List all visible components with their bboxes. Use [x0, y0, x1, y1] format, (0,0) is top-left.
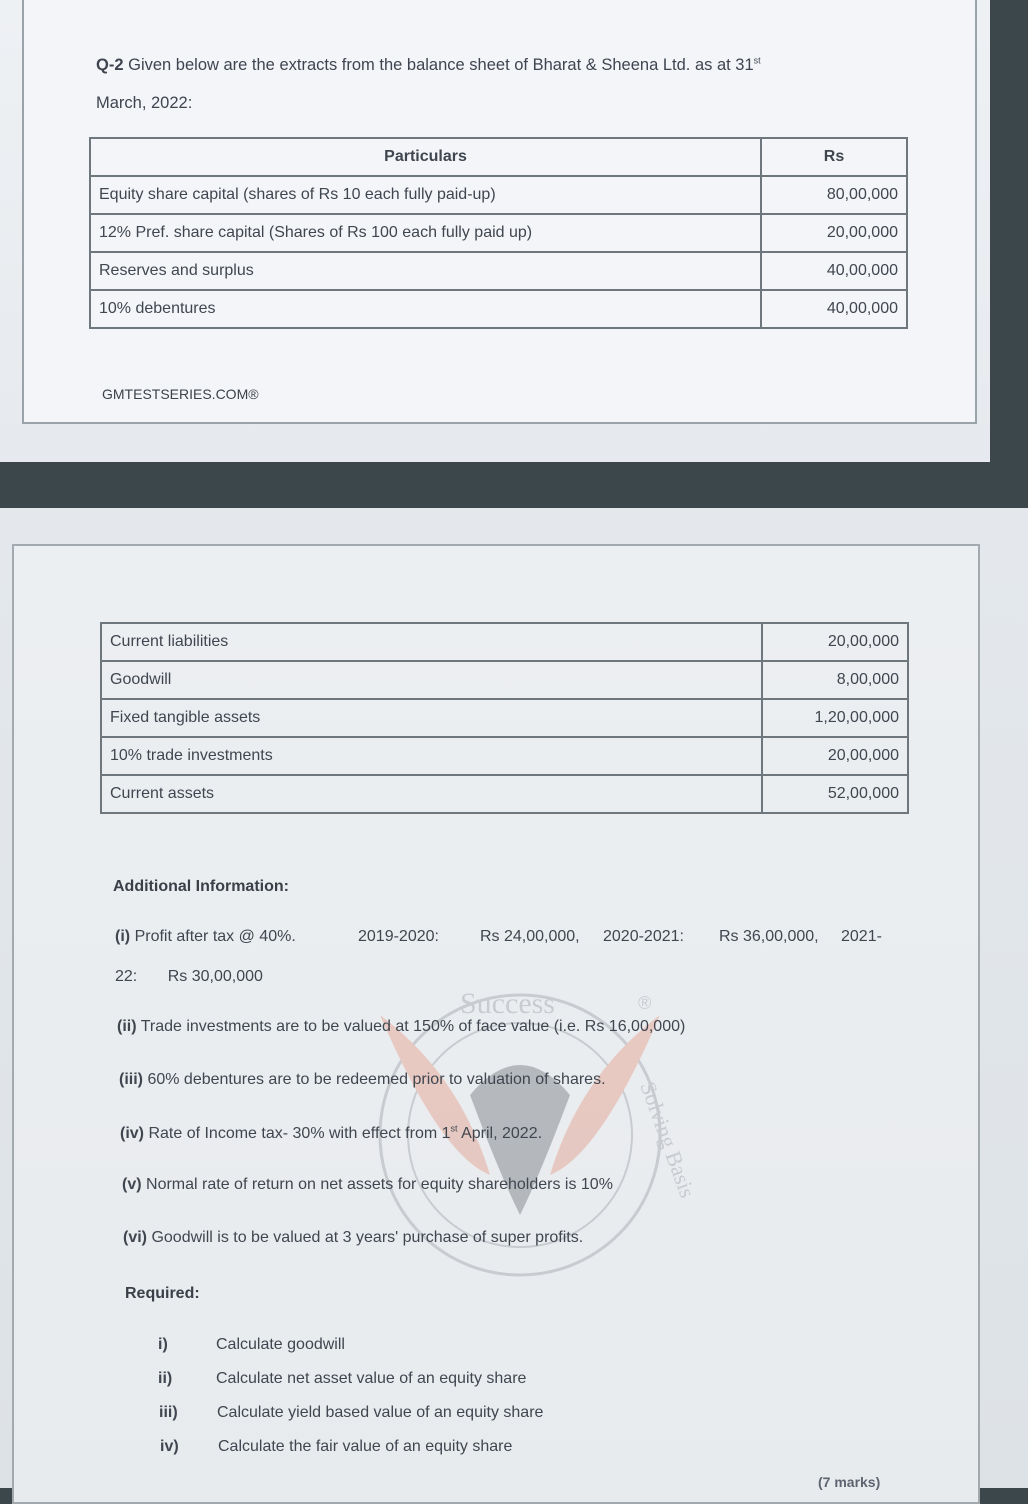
info-i-year-2: 2020-2021: [603, 928, 684, 945]
info-vi-number: (vi) [123, 1229, 147, 1246]
row-label: 10% trade investments [101, 737, 762, 775]
marks-label: (7 marks) [818, 1474, 881, 1490]
row-amount: 40,00,000 [761, 252, 907, 290]
row-label: 12% Pref. share capital (Shares of Rs 100 each fully paid up) [90, 214, 761, 252]
table-row [90, 252, 907, 290]
balance-sheet-table-liabilities [89, 137, 908, 329]
required-title: Required: [125, 1285, 200, 1302]
table-row [101, 661, 908, 699]
row-amount: 20,00,000 [762, 623, 908, 661]
info-iv-text-after: April, 2022. [461, 1125, 543, 1142]
question-number: Q-2 [96, 56, 124, 74]
question-date: March, 2022: [96, 94, 193, 112]
info-i-year-3b: 22: [115, 968, 138, 985]
table-row [90, 214, 907, 252]
info-i-value-2: Rs 36,00,000, [719, 928, 819, 945]
required-item-text: Calculate net asset value of an equity share [216, 1370, 527, 1387]
required-item [158, 1336, 345, 1354]
info-v-number: (v) [122, 1176, 142, 1193]
required-item-text: Calculate goodwill [216, 1336, 345, 1353]
required-item-text: Calculate the fair value of an equity share [218, 1438, 513, 1455]
table-row [101, 623, 908, 661]
row-amount: 1,20,00,000 [762, 699, 908, 737]
info-iii-number: (iii) [119, 1071, 143, 1088]
row-label: Reserves and surplus [90, 252, 761, 290]
info-vi-text: Goodwill is to be valued at 3 years' purchase of super profits. [151, 1229, 584, 1246]
row-amount: 8,00,000 [762, 661, 908, 699]
required-item [159, 1404, 543, 1422]
table-row [101, 699, 908, 737]
question-sup: st [753, 55, 761, 66]
info-item-iv [120, 1125, 542, 1143]
question-body: Given below are the extracts from the balance sheet of Bharat & Sheena Ltd. as at 31 [128, 56, 754, 74]
table-row [90, 176, 907, 214]
required-item-number: i) [158, 1336, 168, 1353]
row-label: 10% debentures [90, 290, 761, 328]
info-iv-sup: st [450, 1123, 458, 1134]
header-particulars: Particulars [90, 138, 761, 176]
info-i-year-1: 2019-2020: [358, 928, 439, 945]
watermark-text-top: Success [460, 987, 555, 1020]
required-item-text: Calculate yield based value of an equity share [217, 1404, 544, 1421]
required-item-number: ii) [158, 1370, 173, 1387]
required-item-number: iv) [160, 1438, 179, 1455]
info-i-number: (i) [115, 928, 131, 945]
info-item-iii [119, 1071, 606, 1089]
row-amount: 40,00,000 [761, 290, 907, 328]
info-ii-text: Trade investments are to be valued at 150% of face value (i.e. Rs 16,00,000) [140, 1018, 686, 1035]
row-label: Current liabilities [101, 623, 762, 661]
row-amount: 20,00,000 [761, 214, 907, 252]
row-label: Goodwill [101, 661, 762, 699]
watermark-text-right: Solving Basis [635, 1078, 700, 1202]
info-ii-number: (ii) [117, 1018, 137, 1035]
info-item-i-cont [115, 968, 263, 986]
watermark-registered: ® [638, 993, 652, 1013]
info-item-ii [117, 1018, 685, 1036]
info-item-v [122, 1176, 613, 1194]
question-text [96, 46, 906, 122]
info-i-text: Profit after tax @ 40%. [134, 928, 296, 945]
table-row [101, 775, 908, 813]
info-item-i [115, 928, 895, 946]
info-i-year-3a: 2021- [841, 928, 882, 945]
row-label: Equity share capital (shares of Rs 10 each fully paid-up) [90, 176, 761, 214]
info-i-value-3: Rs 30,00,000 [167, 968, 263, 985]
table-header-row [90, 138, 907, 176]
balance-sheet-table-assets [100, 622, 909, 814]
required-item-number: iii) [159, 1404, 178, 1421]
info-v-text: Normal rate of return on net assets for equity shareholders is 10% [146, 1176, 613, 1193]
table-row [101, 737, 908, 775]
site-watermark-text: GMTESTSERIES.COM® [102, 386, 259, 402]
info-item-vi [123, 1229, 583, 1247]
info-iv-text: Rate of Income tax- 30% with effect from 1 [148, 1125, 451, 1142]
table-row [90, 290, 907, 328]
row-label: Fixed tangible assets [101, 699, 762, 737]
info-i-value-1: Rs 24,00,000, [480, 928, 580, 945]
required-item [160, 1438, 512, 1456]
row-amount: 20,00,000 [762, 737, 908, 775]
info-iii-text: 60% debentures are to be redeemed prior to valuation of shares. [147, 1071, 606, 1088]
additional-information-title: Additional Information: [113, 878, 289, 895]
required-item [158, 1370, 526, 1388]
row-amount: 52,00,000 [762, 775, 908, 813]
header-amount: Rs [761, 138, 907, 176]
info-iv-number: (iv) [120, 1125, 144, 1142]
row-label: Current assets [101, 775, 762, 813]
row-amount: 80,00,000 [761, 176, 907, 214]
